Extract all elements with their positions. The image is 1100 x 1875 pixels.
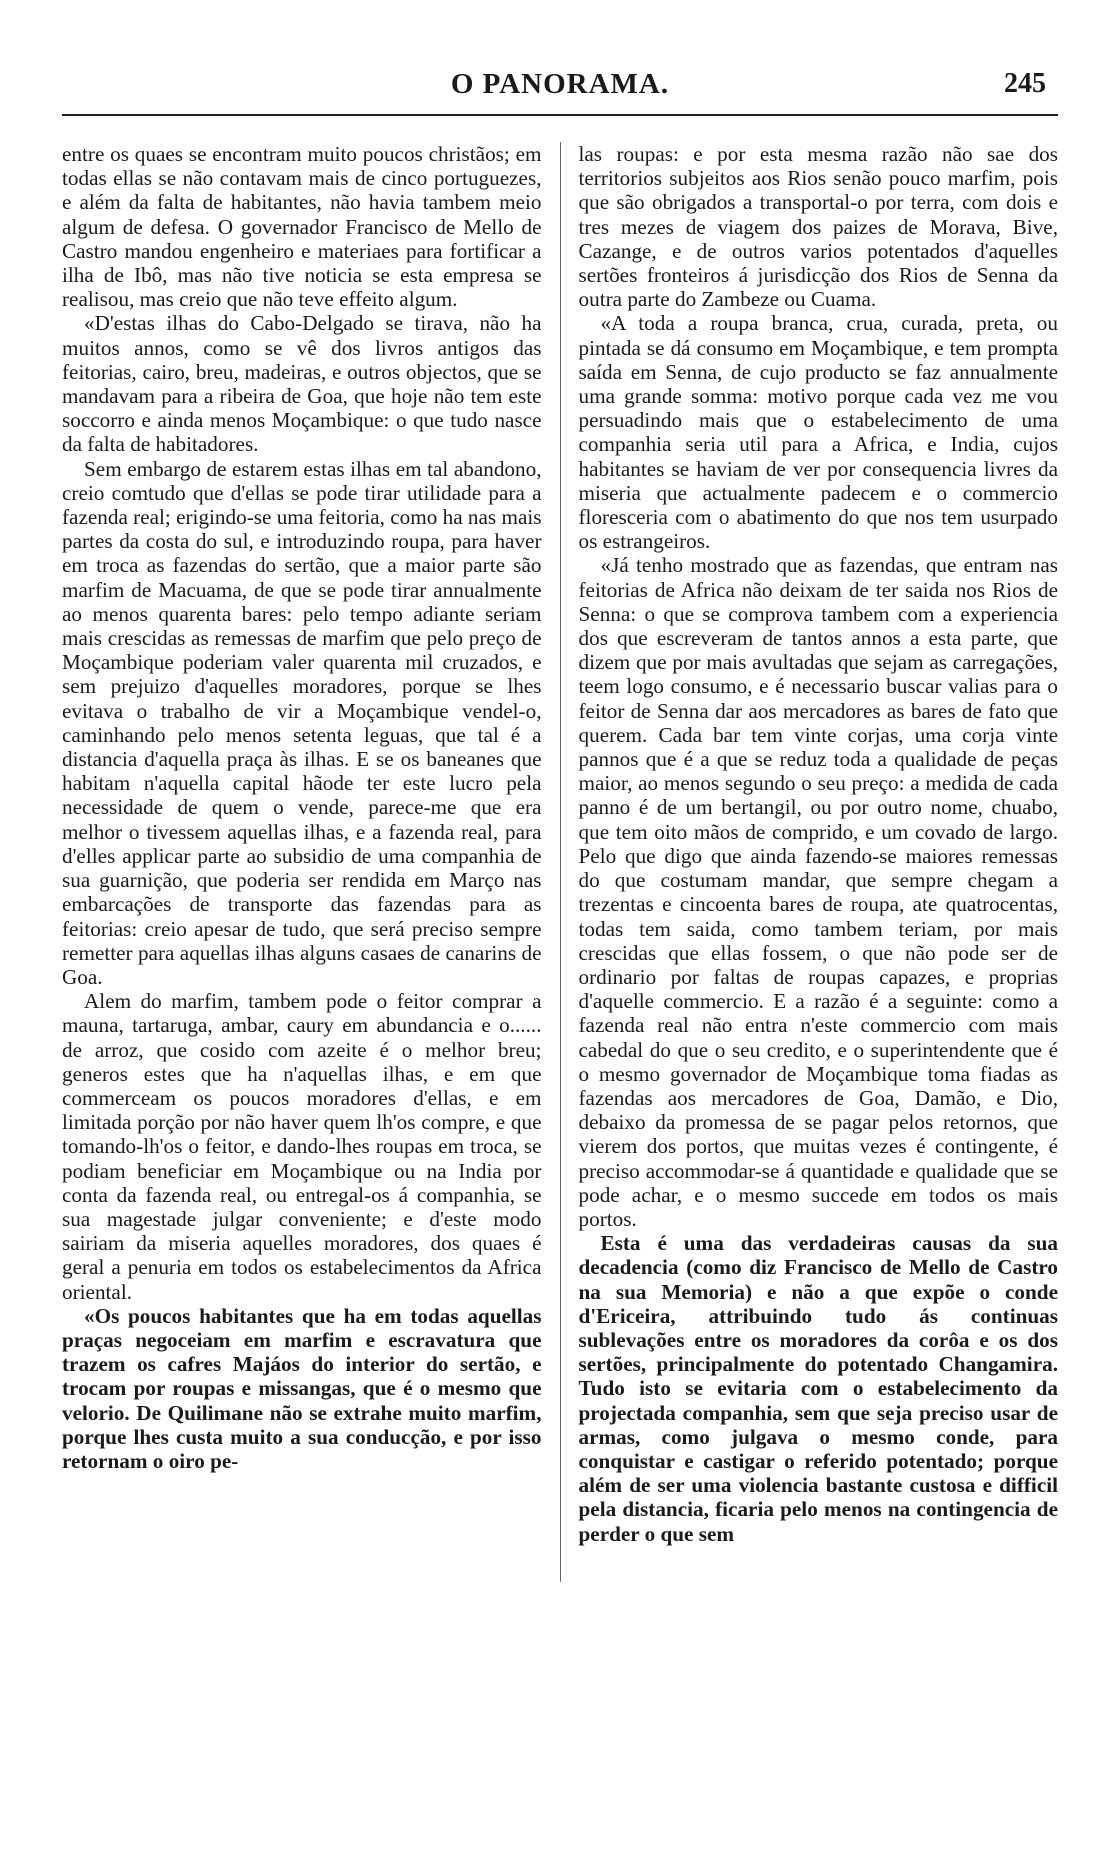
- right-column: [579, 142, 1059, 1862]
- page-header: [62, 60, 1058, 104]
- paragraph: Esta é uma das verdadeiras causas da sua decadencia (como diz Francisco de Mello de Castro na sua Memoria) e não a que expõe o conde d'Ericeira, attribuindo tudo ás continuas sublevações entre os moradores da corôa e os dos sertões, principalmente do potentado Changamira. Tudo isto se evitaria com o estabelecimento da projectada companhia, sem que seja preciso usar de armas, como julgava o mesmo conde, para conquistar e castigar o referido potentado; porque além de ser uma violencia bastante custosa e difficil pela distancia, ficaria pelo menos na contingencia de perder o que sem: [578, 1231, 1058, 1546]
- paragraph: Sem embargo de estarem estas ilhas em tal abandono, creio comtudo que d'ellas se pode tirar utilidade para a fazenda real; erigindo-se uma feitoria, como ha nas mais partes da costa do sul, e introduzindo roupa, para haver em troca as fazendas do sertão, que a maior parte são marfim de Macuama, de que se pode tirar annualmente ao menos quarenta bares: pelo tempo adiante seriam mais crescidas as remessas de marfim que pelo preço de Moçambique poderiam valer quarenta mil cruzados, e sem prejuizo d'aquelles moradores, porque se lhes evitava o trabalho de vir a Moçambique vendel-o, caminhando pelo menos setenta leguas, que tal é a distancia d'aquella praça às ilhas. E se os baneanes que habitam n'aquella capital hãode ter este lucro pela necessidade de quem o vende, parece-me que era melhor o tivessem aquellas ilhas, e a fazenda real, para d'elles applicar parte ao subsidio de uma companhia de sua guarnição, que poderia ser rendida em Março nas embarcações de transporte das fazendas para as feitorias: creio apesar de tudo, que será preciso sempre remetter para aquellas ilhas alguns casaes de canarins de Goa.: [62, 456, 542, 989]
- left-column: [62, 142, 542, 1862]
- paragraph: «Já tenho mostrado que as fazendas, que entram nas feitorias de Africa não deixam de ter saida nos Rios de Senna: o que se comprova tambem com a experiencia dos que escreveram de tantos annos a esta parte, que dizem que por mais avultadas que sejam as carregações, teem logo consumo, e é necessario buscar valias para o feitor de Senna dar aos mercadores as bares de fato que querem. Cada bar tem vinte corjas, uma corja vinte pannos que é a que se reduz toda a qualidade de peças maior, ao menos segundo o seu preço: a medida de cada panno é de um bertangil, ou por outro nome, chuabo, que tem oito mãos de comprido, e um covado de largo. Pelo que digo que ainda fazendo-se maiores remessas do que costumam mandar, que sempre chegam a trezentas e cincoenta bares de roupa, ate quatrocentas, todas tem saida, como tambem teriam, por mais crescidas que ellas fossem, o que não pode ser de ordinario por faltas de roupas capazes, e proprias d'aquelle commercio. E a razão é a seguinte: como a fazenda real não entra n'este commercio com mais cabedal do que o seu credito, e o superintendente que é o mesmo governador de Moçambique toma fiadas as fazendas aos mercadores de Goa, Damão, e Dio, debaixo da promessa de se pagar pelos retornos, que vierem dos portos, que muitas vezes é contingente, é preciso accommodar-se á quantidade e qualidade que se pode achar, e o mesmo succede em todos os mais portos.: [578, 553, 1058, 1231]
- header-rule: [62, 114, 1058, 116]
- paragraph: «D'estas ilhas do Cabo-Delgado se tirava, não ha muitos annos, como se vê dos livros antigos das feitorias, cairo, breu, madeiras, e outros objectos, que se mandavam para a ribeira de Goa, que hoje não tem este soccorro e ainda menos Moçambique: o que tudo nasce da falta de habitadores.: [62, 311, 542, 457]
- paragraph: las roupas: e por esta mesma razão não sae dos territorios subjeitos aos Rios senão pouco marfim, pois que são obrigados a transportal-o por terra, com dois e tres mezes de viagem dos paizes de Morava, Bive, Cazange, e de outros varios potentados d'aquelles sertões fronteiros á jurisdicção dos Rios de Senna da outra parte do Zambeze ou Cuama.: [578, 142, 1058, 312]
- text-columns: [62, 142, 1058, 1862]
- paragraph: entre os quaes se encontram muito poucos christãos; em todas ellas se não contavam mais de cinco portuguezes, e além da falta de habitantes, não havia tambem meio algum de defesa. O governador Francisco de Mello de Castro mandou engenheiro e materiaes para fortificar a ilha de Ibô, mas não tive noticia se esta empresa se realisou, mas creio que não teve effeito algum.: [62, 142, 542, 312]
- paragraph: «A toda a roupa branca, crua, curada, preta, ou pintada se dá consumo em Moçambique, e tem prompta saída em Senna, de cujo producto se faz annualmente uma grande somma: motivo porque cada vez me vou persuadindo mais que o estabelecimento de uma companhia seria util para a Africa, e India, cujos habitantes se haviam de ver por consequencia livres da miseria que actualmente padecem e o commercio floresceria com o abatimento do que nos tem usurpado os estrangeiros.: [578, 311, 1058, 554]
- page-number: 245: [1004, 68, 1046, 99]
- paragraph: «Os poucos habitantes que ha em todas aquellas praças negoceiam em marfim e escravatura que trazem os cafres Majáos do interior do sertão, e trocam por roupas e missangas, que é o mesmo que velorio. De Quilimane não se extrahe muito marfim, porque lhes custa muito a sua conducção, e por isso retornam o oiro pe-: [62, 1303, 542, 1473]
- paragraph: Alem do marfim, tambem pode o feitor comprar a mauna, tartaruga, ambar, caury em abundancia e o...... de arroz, que cosido com azeite é o melhor breu; generos estes que ha n'aquellas ilhas, e em que commerceam os poucos moradores d'ellas, e em limitada porção por não haver quem lh'os compre, e que tomando-lh'os o feitor, e dando-lhes roupas em troca, se podiam beneficiar em Moçambique ou na India por conta da fazenda real, ou entregal-os á companhia, se sua magestade julgar conveniente; e d'este modo sairiam da miseria aquelles moradores, dos quaes é geral a penuria em todos os estabelecimentos da Africa oriental.: [62, 989, 542, 1304]
- column-divider: [560, 142, 561, 1582]
- running-title: O PANORAMA.: [450, 68, 670, 100]
